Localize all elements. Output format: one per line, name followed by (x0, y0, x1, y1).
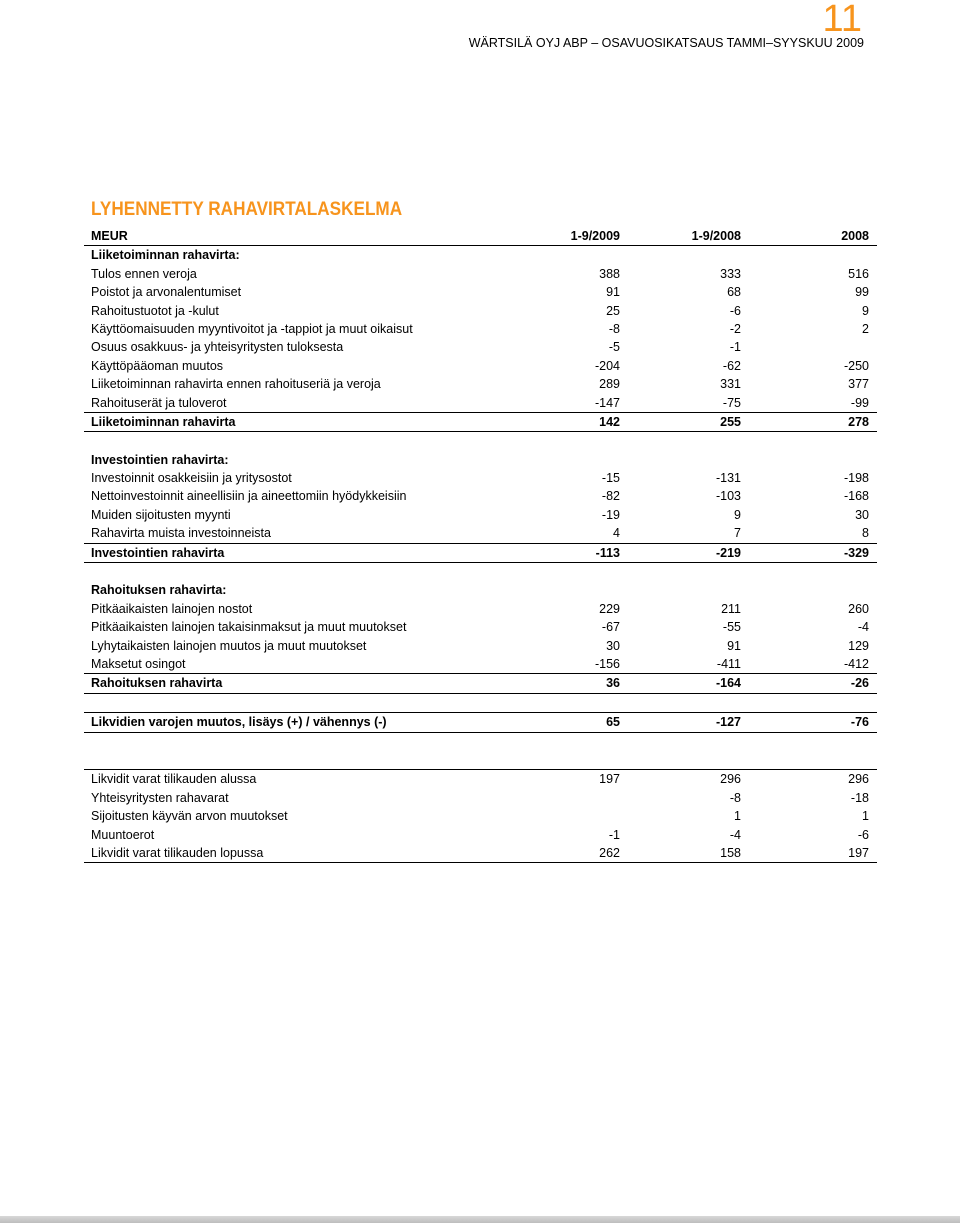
table-row (84, 844, 877, 863)
spacer (84, 733, 877, 751)
value-1-9-2009: 65 (606, 715, 620, 730)
table-row (84, 506, 877, 524)
value-1-9-2008: 255 (720, 414, 741, 429)
subtotal-row-investing (84, 544, 877, 563)
value-1-9-2008: -1 (729, 340, 741, 355)
value-2008: 377 (848, 377, 869, 392)
page-number: 11 (822, 0, 862, 40)
value-1-9-2008: -55 (722, 620, 741, 635)
value-2008: 278 (848, 414, 869, 429)
value-1-9-2009: -204 (594, 358, 620, 373)
row-label: Muuntoerot (91, 827, 155, 842)
table-row (84, 302, 877, 320)
table-row (84, 283, 877, 301)
subtotal-row-financing (84, 674, 877, 693)
spacer (84, 694, 877, 712)
value-2008: -6 (857, 827, 869, 842)
row-label: Investointien rahavirta (91, 545, 225, 560)
value-1-9-2009: -5 (608, 340, 620, 355)
value-2008: -26 (850, 676, 869, 691)
row-label: Tulos ennen veroja (91, 266, 197, 281)
row-label: Pitkäaikaisten lainojen nostot (91, 601, 253, 616)
value-1-9-2008: -62 (722, 358, 741, 373)
row-label: Liiketoiminnan rahavirta: (91, 248, 240, 263)
value-2008: 1 (862, 809, 869, 824)
value-1-9-2008: 9 (734, 507, 741, 522)
value-2008: 99 (855, 285, 869, 300)
value-1-9-2008: 333 (720, 266, 741, 281)
table-row (84, 600, 877, 618)
value-1-9-2008: -411 (716, 656, 741, 671)
value-1-9-2008: -75 (722, 395, 741, 410)
value-1-9-2008: -103 (715, 489, 741, 504)
value-1-9-2009: 142 (599, 414, 620, 429)
row-label: Lyhytaikaisten lainojen muutos ja muut muutokset (91, 638, 367, 653)
subtotal-row-operating (84, 413, 877, 432)
column-header-1-9-2009: 1-9/2009 (570, 229, 620, 243)
row-label: Poistot ja arvonalentumiset (91, 285, 242, 300)
value-1-9-2009: -147 (594, 395, 620, 410)
table-row (84, 469, 877, 487)
value-1-9-2009: 91 (606, 285, 620, 300)
table-row (84, 524, 877, 543)
value-1-9-2009: -19 (601, 507, 620, 522)
value-2008: 9 (862, 303, 869, 318)
value-1-9-2008: -131 (715, 471, 741, 486)
column-header-2008: 2008 (841, 229, 869, 243)
section-header-financing (84, 581, 877, 599)
value-1-9-2008: 68 (727, 285, 741, 300)
spacer (84, 432, 877, 450)
footer-bar (0, 1216, 960, 1223)
table-row (84, 637, 877, 655)
row-label: Sijoitusten käyvän arvon muutokset (91, 809, 288, 824)
value-1-9-2008: -219 (715, 545, 741, 560)
table-row (84, 375, 877, 393)
value-1-9-2009: -8 (608, 321, 620, 336)
row-label: Rahoitustuotot ja -kulut (91, 303, 219, 318)
value-2008: -18 (850, 790, 869, 805)
row-label: Muiden sijoitusten myynti (91, 507, 231, 522)
value-1-9-2008: -4 (729, 827, 741, 842)
table-row (84, 826, 877, 844)
table-row (84, 769, 877, 788)
value-2008: 516 (848, 266, 869, 281)
row-label: Käyttöomaisuuden myyntivoitot ja -tappiot ja muut oikaisut (91, 321, 413, 336)
row-label: Likvidit varat tilikauden alussa (91, 772, 257, 787)
spacer (84, 563, 877, 581)
value-2008: -329 (843, 545, 869, 560)
table-row (84, 655, 877, 674)
table-header-row (84, 227, 877, 246)
value-1-9-2009: 388 (599, 266, 620, 281)
value-1-9-2008: -127 (715, 715, 741, 730)
table-row (84, 789, 877, 807)
row-label: Liiketoiminnan rahavirta (91, 414, 236, 429)
value-1-9-2009: 30 (606, 638, 620, 653)
value-2008: -198 (843, 471, 869, 486)
value-2008: 2 (862, 321, 869, 336)
value-1-9-2009: -156 (594, 656, 620, 671)
value-2008: -76 (850, 715, 869, 730)
value-1-9-2008: -6 (729, 303, 741, 318)
value-1-9-2008: -164 (715, 676, 741, 691)
row-label: Käyttöpääoman muutos (91, 358, 224, 373)
row-label: Rahoituksen rahavirta: (91, 583, 227, 598)
value-2008: 129 (848, 638, 869, 653)
value-1-9-2009: 36 (606, 676, 620, 691)
value-1-9-2009: -1 (608, 827, 620, 842)
table-row (84, 265, 877, 283)
value-2008: -250 (843, 358, 869, 373)
spacer (84, 751, 877, 769)
value-1-9-2008: 91 (727, 638, 741, 653)
table-row (84, 487, 877, 505)
row-label: Osuus osakkuus- ja yhteisyritysten tuloksesta (91, 340, 344, 355)
value-1-9-2008: 1 (734, 809, 741, 824)
value-1-9-2009: -82 (601, 489, 620, 504)
value-2008: -4 (857, 620, 869, 635)
row-label: Yhteisyritysten rahavarat (91, 790, 229, 805)
value-1-9-2009: 4 (613, 526, 620, 541)
value-1-9-2009: -67 (601, 620, 620, 635)
table-row (84, 618, 877, 636)
value-1-9-2009: 289 (599, 377, 620, 392)
value-1-9-2009: -15 (601, 471, 620, 486)
section-header-operating (84, 246, 877, 264)
statement-title: LYHENNETTY RAHAVIRTALASKELMA (91, 198, 403, 220)
table-row (84, 357, 877, 375)
total-row-net-change (84, 712, 877, 732)
row-label: Maksetut osingot (91, 656, 186, 671)
value-2008: 197 (848, 845, 869, 860)
value-1-9-2008: 158 (720, 845, 741, 860)
row-label: Rahavirta muista investoinneista (91, 526, 271, 541)
section-header-investing (84, 451, 877, 469)
value-1-9-2009: 262 (599, 845, 620, 860)
value-1-9-2009: 25 (606, 303, 620, 318)
value-1-9-2008: -8 (729, 790, 741, 805)
value-1-9-2009: 229 (599, 601, 620, 616)
table-row (84, 338, 877, 356)
value-1-9-2008: 211 (721, 601, 741, 616)
value-2008: -412 (843, 656, 869, 671)
value-1-9-2009: 197 (599, 772, 620, 787)
table-row (84, 320, 877, 338)
column-header-1-9-2008: 1-9/2008 (691, 229, 741, 243)
running-header: WÄRTSILÄ OYJ ABP – OSAVUOSIKATSAUS TAMMI–SYYSKUU 2009 (468, 36, 864, 50)
table-row (84, 807, 877, 825)
value-1-9-2008: -2 (729, 321, 741, 336)
row-label: Rahoituserät ja tuloverot (91, 395, 227, 410)
table-row (84, 394, 877, 413)
row-label: Nettoinvestoinnit aineellisiin ja aineettomiin hyödykkeisiin (91, 489, 407, 504)
value-2008: -99 (850, 395, 869, 410)
row-label: Liiketoiminnan rahavirta ennen rahoituseriä ja veroja (91, 377, 381, 392)
row-label: Pitkäaikaisten lainojen takaisinmaksut ja muut muutokset (91, 620, 407, 635)
row-label: Rahoituksen rahavirta (91, 676, 223, 691)
value-2008: 8 (862, 526, 869, 541)
value-1-9-2008: 296 (720, 772, 741, 787)
cash-flow-table (84, 227, 877, 863)
value-1-9-2009: -113 (595, 545, 620, 560)
row-label: Likvidien varojen muutos, lisäys (+) / vähennys (-) (91, 715, 387, 730)
column-header-label: MEUR (91, 229, 128, 243)
value-2008: 260 (848, 601, 869, 616)
value-2008: 30 (855, 507, 869, 522)
row-label: Likvidit varat tilikauden lopussa (91, 845, 264, 860)
value-2008: -168 (843, 489, 869, 504)
row-label: Investoinnit osakkeisiin ja yritysostot (91, 471, 292, 486)
value-1-9-2008: 331 (720, 377, 741, 392)
row-label: Investointien rahavirta: (91, 452, 229, 467)
value-2008: 296 (848, 772, 869, 787)
value-1-9-2008: 7 (734, 526, 741, 541)
